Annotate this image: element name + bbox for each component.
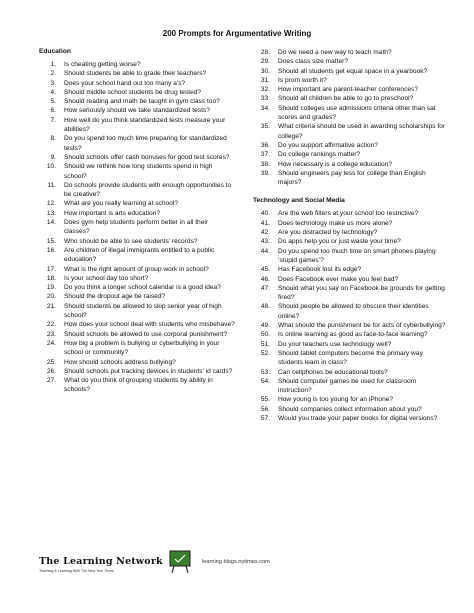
prompt-number: 24. xyxy=(46,339,56,347)
prompt-item xyxy=(39,162,235,181)
prompt-text: How should schools address bullying? xyxy=(64,358,176,366)
prompt-item xyxy=(253,247,449,266)
prompt-item xyxy=(39,106,235,115)
prompt-text: Is online learning as good as face-to-face learning? xyxy=(278,331,428,339)
prompt-item xyxy=(253,340,449,349)
prompt-text: What should the punishment be for acts of cyberbullying? xyxy=(278,322,446,330)
prompt-text: Should engineers pay less for college than English majors? xyxy=(278,169,426,187)
prompt-item xyxy=(253,321,449,330)
prompt-text: Should we rethink how long students spend in high school? xyxy=(64,163,213,180)
prompt-text: Does technology make us more alone? xyxy=(278,219,393,227)
prompt-text: Are the web filters at your school too restrictive? xyxy=(278,210,419,218)
prompt-item xyxy=(39,265,235,274)
prompt-text: Who should be able to see students’ records? xyxy=(64,237,198,245)
prompt-number: 34. xyxy=(260,104,270,112)
prompt-item xyxy=(253,48,449,57)
prompt-number: 35. xyxy=(260,123,270,131)
prompt-text: Should middle school students be drug tested? xyxy=(64,88,202,96)
prompt-text: Do you think a longer school calendar is a good idea? xyxy=(64,284,221,292)
prompt-number: 8. xyxy=(50,135,56,143)
prompt-item xyxy=(253,330,449,339)
prompt-text: Should companies collect information about you? xyxy=(278,405,422,413)
prompt-text: How necessary is a college education? xyxy=(278,160,392,168)
prompt-number: 57. xyxy=(260,414,270,422)
prompt-number: 45. xyxy=(260,266,270,274)
prompt-item xyxy=(253,219,449,228)
footer-url: learning.blogs.nytimes.com xyxy=(202,559,270,565)
prompt-item xyxy=(39,97,235,106)
prompt-number: 27. xyxy=(46,377,56,385)
logo-tagline: Teaching & Learning With The New York Times xyxy=(39,569,114,573)
prompt-item xyxy=(39,330,235,339)
prompt-item xyxy=(39,246,235,265)
prompt-item xyxy=(253,414,449,423)
prompt-number: 32. xyxy=(260,86,270,94)
prompt-text: Should schools offer cash bonuses for good test scores? xyxy=(64,153,230,161)
prompt-number: 21. xyxy=(46,302,56,310)
prompt-number: 52. xyxy=(260,349,270,357)
prompt-text: Is your school day too short? xyxy=(64,274,149,282)
prompt-item xyxy=(253,377,449,396)
right-column xyxy=(253,48,449,423)
prompt-item xyxy=(253,122,449,141)
prompt-number: 11. xyxy=(47,181,56,189)
prompt-item xyxy=(39,320,235,329)
prompt-number: 30. xyxy=(260,67,270,75)
chalkboard-icon xyxy=(169,550,191,574)
prompt-text: Is cheating getting worse? xyxy=(64,61,141,68)
prompt-text: Should reading and math be taught in gym class too? xyxy=(64,98,220,106)
prompt-text: What are you really learning at school? xyxy=(64,200,178,208)
prompt-text: Should the dropout age be raised? xyxy=(64,293,166,301)
prompt-text: Does Facebook ever make you feel bad? xyxy=(278,275,399,283)
prompt-number: 31. xyxy=(260,76,270,84)
prompt-item xyxy=(253,284,449,303)
prompt-item xyxy=(39,302,235,321)
prompt-text: Does class size matter? xyxy=(278,58,348,66)
prompt-item xyxy=(253,169,449,188)
prompt-item xyxy=(39,339,235,358)
prompt-number: 9. xyxy=(50,153,56,161)
prompt-text: Do apps help you or just waste your time? xyxy=(278,238,401,246)
prompt-number: 2. xyxy=(50,70,56,78)
prompt-item xyxy=(39,60,235,69)
prompt-number: 17. xyxy=(46,265,56,273)
prompt-text: What is the right amount of group work in school? xyxy=(64,265,209,273)
prompt-item xyxy=(39,69,235,78)
prompt-text: Should all students get equal space in a yearbook? xyxy=(278,67,428,75)
prompt-number: 39. xyxy=(260,169,270,177)
prompt-item xyxy=(253,228,449,237)
prompt-text: What criteria should be used in awarding scholarships for college? xyxy=(278,123,446,140)
prompt-number: 54. xyxy=(260,377,270,385)
prompt-item xyxy=(253,104,449,123)
prompt-text: Should computer games be used for classroom instruction? xyxy=(278,377,417,395)
prompt-number: 10. xyxy=(46,163,56,171)
technology-prompt-list xyxy=(253,209,449,423)
prompt-number: 7. xyxy=(50,116,56,124)
prompt-text: Should all children be able to go to preschool? xyxy=(278,95,414,103)
prompt-number: 12. xyxy=(46,200,56,208)
prompt-number: 28. xyxy=(260,49,270,56)
prompt-number: 23. xyxy=(46,330,56,338)
prompt-number: 50. xyxy=(260,331,270,339)
prompt-number: 5. xyxy=(50,98,56,106)
prompt-number: 33. xyxy=(260,95,270,103)
prompt-text: How seriously should we take standardized tests? xyxy=(64,107,210,115)
prompt-number: 14. xyxy=(46,219,56,227)
prompt-number: 44. xyxy=(260,247,270,255)
prompt-text: Should what you say on Facebook be grounds for getting fired? xyxy=(278,284,445,302)
prompt-item xyxy=(253,237,449,246)
prompt-item xyxy=(39,367,235,376)
prompt-number: 3. xyxy=(50,79,56,87)
prompt-number: 1. xyxy=(50,61,56,68)
prompt-text: Has Facebook lost its edge? xyxy=(278,266,362,274)
prompt-text: Do college rankings matter? xyxy=(278,151,361,159)
prompt-text: Do you support affirmative action? xyxy=(278,141,378,149)
prompt-text: How important is arts education? xyxy=(64,209,161,217)
footer xyxy=(39,550,439,580)
prompt-text: How does your school deal with students who misbehave? xyxy=(64,321,235,329)
prompt-item xyxy=(253,265,449,274)
prompt-item xyxy=(39,283,235,292)
prompt-number: 19. xyxy=(46,284,56,292)
prompt-item xyxy=(39,209,235,218)
prompt-number: 49. xyxy=(260,322,270,330)
prompt-number: 56. xyxy=(260,405,270,413)
prompt-number: 25. xyxy=(46,358,56,366)
prompt-text: How young is too young for an iPhone? xyxy=(278,396,394,404)
prompt-item xyxy=(39,88,235,97)
prompt-number: 55. xyxy=(260,396,270,404)
prompt-text: How big a problem is bullying or cyberbullying in your school or community? xyxy=(64,339,220,357)
prompt-number: 4. xyxy=(50,88,56,96)
prompt-number: 15. xyxy=(46,237,56,245)
prompt-item xyxy=(253,209,449,218)
prompt-text: Are you distracted by technology? xyxy=(278,229,378,237)
prompt-number: 29. xyxy=(260,58,270,66)
prompt-number: 41. xyxy=(260,219,270,227)
prompt-text: Do schools provide students with enough opportunities to be creative? xyxy=(64,181,232,199)
prompt-item xyxy=(39,237,235,246)
prompt-item xyxy=(39,153,235,162)
prompt-number: 16. xyxy=(46,246,56,254)
prompt-item xyxy=(39,292,235,301)
prompt-text: Would you trade your paper books for digital versions? xyxy=(278,414,438,422)
prompt-item xyxy=(39,274,235,283)
section-heading-technology: Technology and Social Media xyxy=(253,197,345,205)
prompt-text: Do your teachers use technology well? xyxy=(278,340,392,348)
prompt-text: Do we need a new way to teach math? xyxy=(278,49,392,56)
prompt-text: Is prom worth it? xyxy=(278,76,327,84)
prompt-number: 42. xyxy=(260,229,270,237)
prompt-item xyxy=(39,79,235,88)
prompt-text: How important are parent-teacher conferences? xyxy=(278,86,419,94)
education-prompt-list-continued xyxy=(253,48,449,187)
prompt-number: 22. xyxy=(46,321,56,329)
prompt-item xyxy=(253,349,449,368)
prompt-number: 38. xyxy=(260,160,270,168)
prompt-text: Should students be able to grade their teachers? xyxy=(64,70,207,78)
left-column xyxy=(39,48,235,395)
learning-network-logo: The Learning Network xyxy=(39,556,163,567)
prompt-item xyxy=(39,181,235,200)
prompt-text: Do you spend too much time preparing for standardized tests? xyxy=(64,135,227,152)
prompt-number: 36. xyxy=(260,141,270,149)
prompt-text: What do you think of grouping students by ability in schools? xyxy=(64,377,213,394)
section-heading-education: Education xyxy=(39,48,71,55)
prompt-item xyxy=(253,275,449,284)
prompt-item xyxy=(253,405,449,414)
prompt-item xyxy=(253,160,449,169)
prompt-text: Can cellphones be educational tools? xyxy=(278,368,388,376)
prompt-item xyxy=(253,395,449,404)
prompt-item xyxy=(253,67,449,76)
prompt-item xyxy=(39,116,235,135)
prompt-text: Should schools put tracking devices in students’ id cards? xyxy=(64,367,233,375)
prompt-item xyxy=(39,134,235,153)
prompt-item xyxy=(253,85,449,94)
prompt-number: 40. xyxy=(260,210,270,218)
prompt-text: Does your school hand out too many a’s? xyxy=(64,79,186,87)
prompt-number: 6. xyxy=(50,107,56,115)
prompt-item xyxy=(39,218,235,237)
prompt-number: 20. xyxy=(46,293,56,301)
education-prompt-list xyxy=(39,60,235,395)
prompt-number: 18. xyxy=(46,274,56,282)
prompt-text: Do you spend too much time on smart phones playing ‘stupid games’? xyxy=(278,247,436,264)
prompt-item xyxy=(253,150,449,159)
prompt-number: 26. xyxy=(46,367,56,375)
prompt-item xyxy=(253,94,449,103)
prompt-number: 47. xyxy=(260,284,270,292)
prompt-text: Should people be allowed to obscure their identities online? xyxy=(278,303,429,320)
prompt-item xyxy=(39,199,235,208)
prompt-text: Should schools be allowed to use corporal punishment? xyxy=(64,330,228,338)
prompt-text: Are children of illegal immigrants entitled to a public education? xyxy=(64,246,215,264)
prompt-number: 51. xyxy=(260,340,270,348)
page-title: 200 Prompts for Argumentative Writing xyxy=(162,29,312,38)
prompt-text: Should colleges use admissions criteria other than sat scores and grades? xyxy=(278,104,436,122)
prompt-text: Should students be allowed to skip senior year of high school? xyxy=(64,302,222,320)
prompt-item xyxy=(39,376,235,395)
prompt-number: 46. xyxy=(260,275,270,283)
prompt-item xyxy=(253,141,449,150)
prompt-text: Should tablet computers become the primary way students learn in class? xyxy=(278,349,423,367)
prompt-number: 48. xyxy=(260,303,270,311)
prompt-number: 43. xyxy=(260,238,270,246)
prompt-text: Does gym help students perform better in all their classes? xyxy=(64,219,209,236)
prompt-item xyxy=(253,57,449,66)
prompt-item xyxy=(253,368,449,377)
prompt-text: How well do you think standardized tests measure your abilities? xyxy=(64,116,226,134)
prompt-item xyxy=(253,302,449,321)
prompt-number: 37. xyxy=(260,151,270,159)
prompt-number: 53. xyxy=(260,368,270,376)
prompt-number: 13. xyxy=(46,209,56,217)
prompt-item xyxy=(253,76,449,85)
prompt-item xyxy=(39,358,235,367)
